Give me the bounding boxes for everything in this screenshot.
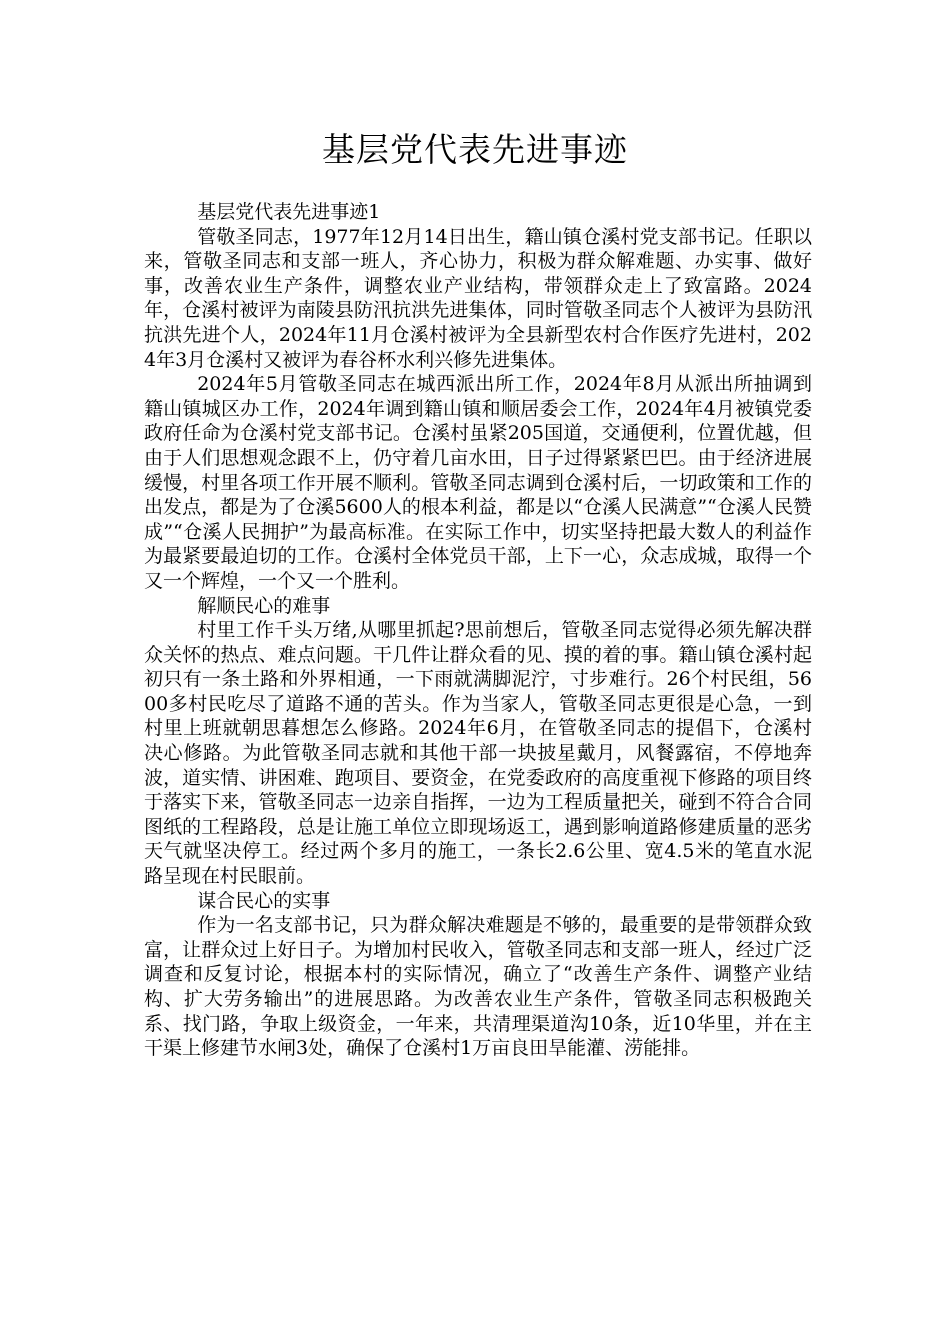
document-body [144, 200, 812, 1061]
paragraph: 村里工作千头万绪,从哪里抓起?思前想后，管敬圣同志觉得必须先解决群众关怀的热点、难点问题。干几件让群众看的见、摸的着的事。籍山镇仓溪村起初只有一条土路和外界相通，一下雨就满脚泥泞，寸步难行。26个村民组，5600多村民吃尽了道路不通的苦头。作为当家人，管敬圣同志更很是心急，一到村里上班就朝思暮想怎么修路。2024年6月，在管敬圣同志的提倡下，仓溪村决心修路。为此管敬圣同志就和其他干部一块披星戴月，风餐露宿，不停地奔波，道实情、讲困难、跑项目、要资金，在党委政府的高度重视下修路的项目终于落实下来，管敬圣同志一边亲自指挥，一边为工程质量把关，碰到不符合合同图纸的工程路段，总是让施工单位立即现场返工，遇到影响道路修建质量的恶劣天气就坚决停工。经过两个多月的施工，一条长2.6公里、宽4.5米的笔直水泥路呈现在村民眼前。 [144, 619, 812, 888]
paragraph: 管敬圣同志，1977年12月14日出生，籍山镇仓溪村党支部书记。任职以来，管敬圣同志和支部一班人，齐心协力，积极为群众解难题、办实事、做好事，改善农业生产条件，调整农业产业结构，带领群众走上了致富路。2024年，仓溪村被评为南陵县防汛抗洪先进集体，同时管敬圣同志个人被评为县防汛抗洪先进个人，2024年11月仓溪村被评为全县新型农村合作医疗先进村，2024年3月仓溪村又被评为春谷杯水利兴修先进集体。 [144, 225, 812, 371]
section-heading: 谋合民心的实事 [197, 889, 331, 912]
section-heading: 基层党代表先进事迹1 [197, 201, 381, 223]
paragraph: 作为一名支部书记，只为群众解决难题是不够的，最重要的是带领群众致富，让群众过上好日子。为增加村民收入，管敬圣同志和支部一班人，经过广泛调查和反复讨论，根据本村的实际情况，确立了“改善生产条件、调整产业结构、扩大劳务输出”的进展思路。为改善农业生产条件，管敬圣同志积极跑关系、找门路，争取上级资金，一年来，共清理渠道沟10条，近10华里，并在主干渠上修建节水闸3处，确保了仓溪村1万亩良田旱能灌、涝能排。 [144, 914, 812, 1060]
document-title: 基层党代表先进事迹 [322, 130, 628, 169]
section-heading: 解顺民心的难事 [197, 594, 331, 617]
paragraph: 2024年5月管敬圣同志在城西派出所工作，2024年8月从派出所抽调到籍山镇城区办工作，2024年调到籍山镇和顺居委会工作，2024年4月被镇党委政府任命为仓溪村党支部书记。仓溪村虽紧205国道，交通便利，位置优越，但由于人们思想观念跟不上，仍守着几亩水田，日子过得紧紧巴巴。由于经济进展缓慢，村里各项工作开展不顺利。管敬圣同志调到仓溪村后，一切政策和工作的出发点，都是为了仓溪5600人的根本利益，都是以“仓溪人民满意”“仓溪人民赞成”“仓溪人民拥护”为最高标准。在实际工作中，切实坚持把最大数人的利益作为最紧要最迫切的工作。仓溪村全体党员干部，上下一心，众志成城，取得一个又一个辉煌，一个又一个胜利。 [144, 373, 812, 592]
